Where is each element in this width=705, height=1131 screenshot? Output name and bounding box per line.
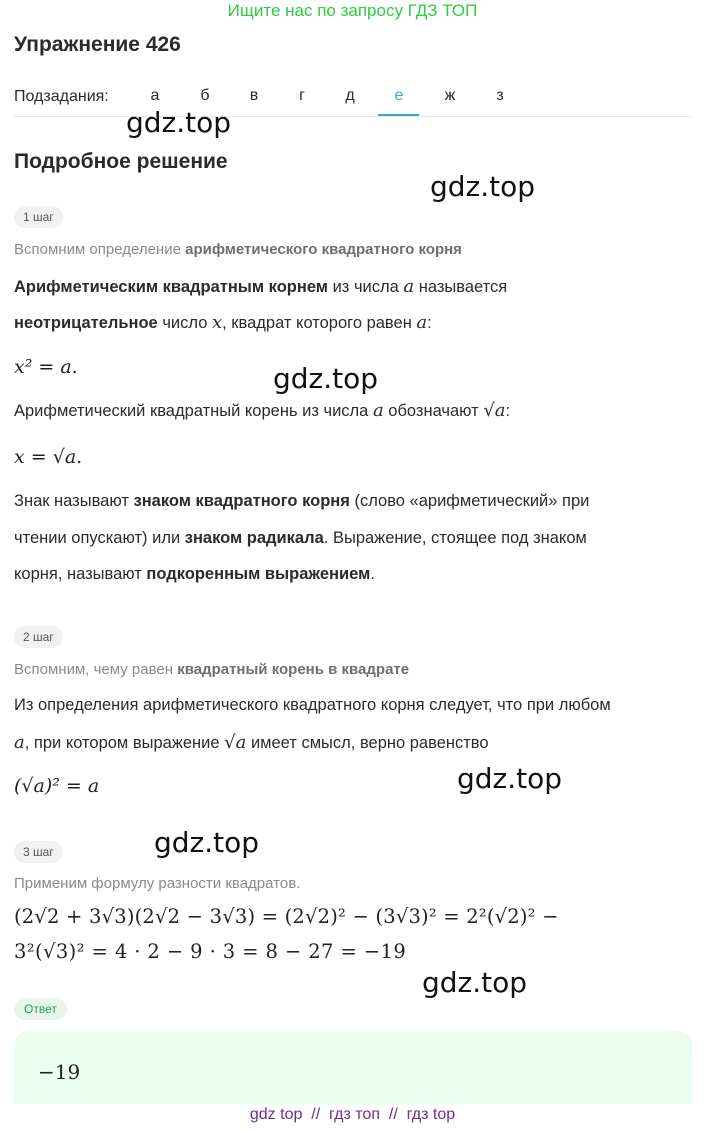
answer-box <box>14 1031 692 1104</box>
tab-zh[interactable]: ж <box>444 87 456 104</box>
sign-line-2: чтении опускают) или знаком радикала. Выражение, стоящее под знаком <box>14 529 587 547</box>
top-banner: Ищите нас по запросу ГДЗ ТОП <box>227 1 478 20</box>
subtasks-label: Подзадания: <box>14 88 109 105</box>
step-hint: Вспомним, чему равен квадратный корень в квадрате <box>14 661 410 678</box>
property-line-1: Из определения арифметического квадратного корня следует, что при любом <box>14 696 611 714</box>
tab-e[interactable]: е <box>394 87 404 104</box>
formula-square: x² = a. <box>14 356 78 378</box>
answer-value: −19 <box>38 1060 81 1084</box>
watermark: gdz.top <box>422 966 528 999</box>
calculation-line-2: 3²(√3)² = 4 · 2 − 9 · 3 = 8 − 27 = −19 <box>14 940 407 963</box>
footer-links[interactable]: gdz top // гдз топ // гдз top <box>249 1106 456 1123</box>
sign-line-3: корня, называют подкоренным выражением. <box>14 565 375 583</box>
step-hint: Вспомним определение арифметического квадратного корня <box>14 241 462 258</box>
step-badge: 1 шаг <box>14 206 63 228</box>
tab-a[interactable]: а <box>150 87 160 104</box>
watermark: gdz.top <box>430 170 536 203</box>
tab-v[interactable]: в <box>249 87 259 104</box>
tabs-divider <box>14 116 692 117</box>
solution-heading: Подробное решение <box>14 150 228 173</box>
answer-badge: Ответ <box>14 998 67 1020</box>
notation-line: Арифметический квадратный корень из числа a обозначают √a: <box>14 400 511 421</box>
watermark: gdz.top <box>154 826 260 859</box>
definition-line-2: неотрицательное число x, квадрат которого равен a: <box>14 312 432 333</box>
sign-line-1: Знак называют знаком квадратного корня (слово «арифметический» при <box>14 492 590 510</box>
step-badge: 2 шаг <box>14 626 63 648</box>
watermark: gdz.top <box>273 362 379 395</box>
page-title: Упражнение 426 <box>14 33 181 56</box>
formula-root: x = √a. <box>14 446 83 468</box>
calculation-line-1: (2√2 + 3√3)(2√2 − 3√3) = (2√2)² − (3√3)² = 2²(√2)² − <box>14 905 559 928</box>
property-line-2: a, при котором выражение √a имеет смысл, верно равенство <box>14 732 489 753</box>
formula-sqrt-squared: (√a)² = a <box>14 775 100 797</box>
tab-d[interactable]: д <box>345 87 355 104</box>
tab-b[interactable]: б <box>200 87 210 104</box>
definition-line-1: Арифметическим квадратным корнем из числа a называется <box>14 276 508 297</box>
tab-z[interactable]: з <box>496 87 504 104</box>
step-hint: Применим формулу разности квадратов. <box>14 875 301 892</box>
watermark: gdz.top <box>457 762 563 795</box>
step-badge: 3 шаг <box>14 841 63 863</box>
tab-g[interactable]: г <box>299 87 305 104</box>
watermark: gdz.top <box>126 106 232 139</box>
